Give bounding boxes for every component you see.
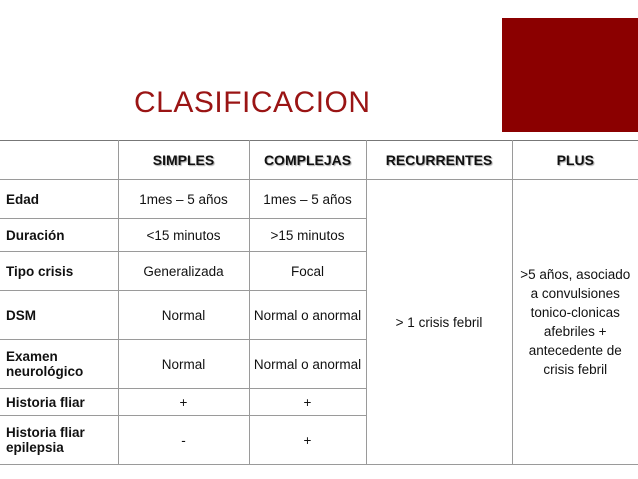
cell-simples: - <box>118 416 249 465</box>
header-complejas: COMPLEJAS <box>249 141 366 180</box>
row-label: Historia fliar epilepsia <box>0 416 118 465</box>
table-header-row <box>0 141 638 180</box>
header-simples: SIMPLES <box>118 141 249 180</box>
header-plus: PLUS <box>512 141 638 180</box>
row-label: DSM <box>0 291 118 340</box>
row-label: Historia fliar <box>0 389 118 416</box>
cell-simples: + <box>118 389 249 416</box>
classification-table <box>0 140 638 465</box>
row-label: Tipo crisis <box>0 252 118 291</box>
accent-square <box>502 18 638 132</box>
row-label: Edad <box>0 180 118 219</box>
cell-complejas: + <box>249 389 366 416</box>
cell-complejas: Focal <box>249 252 366 291</box>
cell-complejas: 1mes – 5 años <box>249 180 366 219</box>
cell-simples: Generalizada <box>118 252 249 291</box>
row-label: Duración <box>0 219 118 252</box>
cell-complejas: + <box>249 416 366 465</box>
cell-plus: >5 años, asociado a convulsiones tonico-clonicas afebriles + antecedente de crisis febril <box>512 180 638 465</box>
header-empty-cell <box>0 141 118 180</box>
cell-simples: <15 minutos <box>118 219 249 252</box>
cell-simples: Normal <box>118 291 249 340</box>
cell-simples: 1mes – 5 años <box>118 180 249 219</box>
row-label: Examen neurológico <box>0 340 118 389</box>
cell-complejas: Normal o anormal <box>249 291 366 340</box>
cell-complejas: Normal o anormal <box>249 340 366 389</box>
slide-title: CLASIFICACION <box>134 86 371 119</box>
header-recurrentes: RECURRENTES <box>366 141 512 180</box>
cell-simples: Normal <box>118 340 249 389</box>
table-row <box>0 180 638 219</box>
cell-recurrentes: > 1 crisis febril <box>366 180 512 465</box>
cell-complejas: >15 minutos <box>249 219 366 252</box>
